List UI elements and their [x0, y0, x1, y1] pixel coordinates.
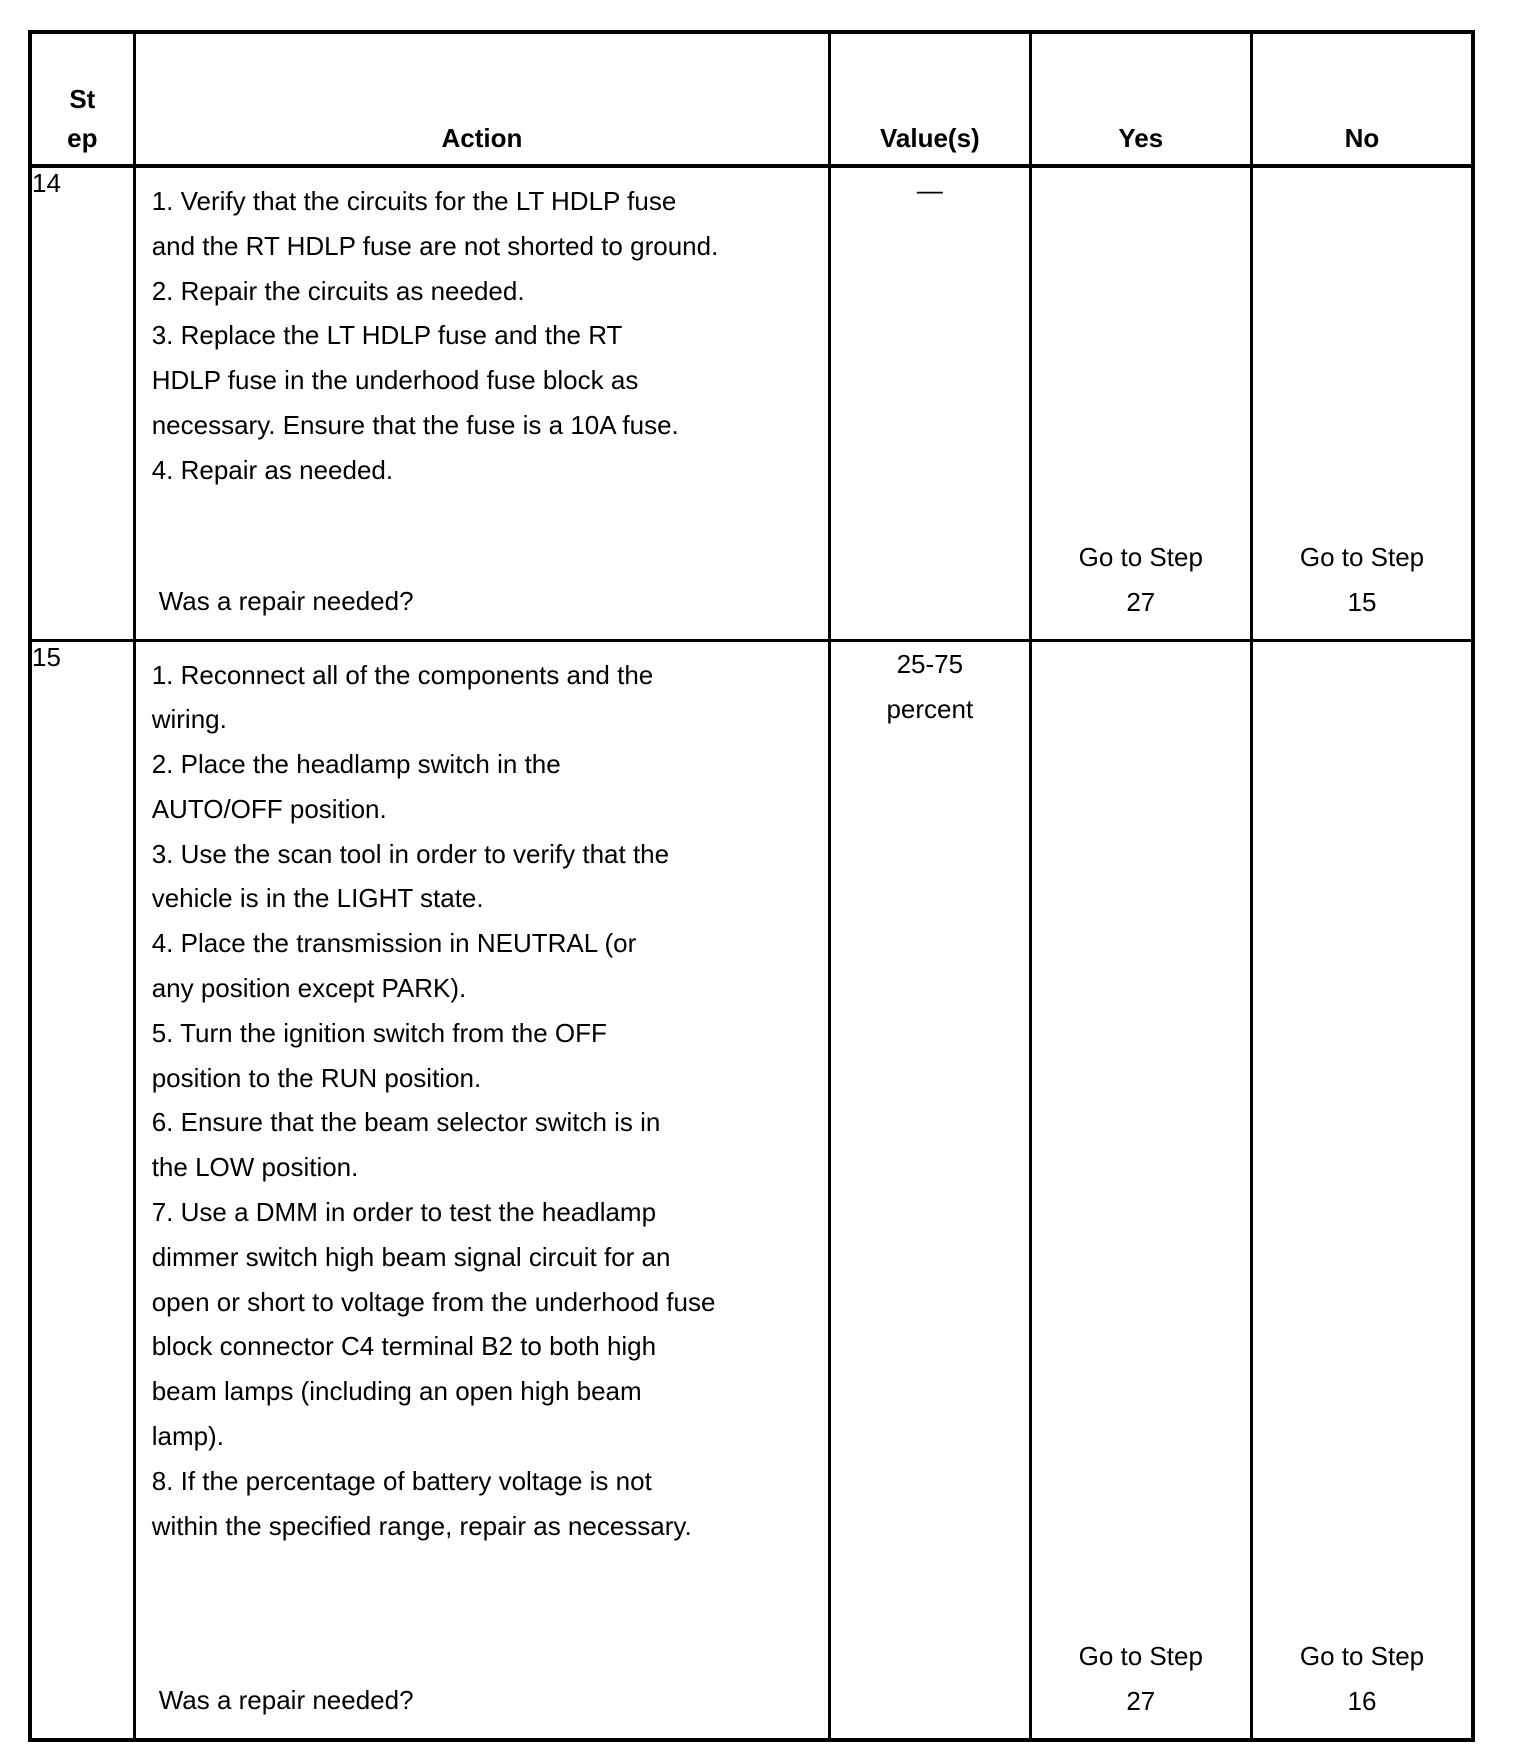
- action-list: [136, 642, 828, 1549]
- action-line: dimmer switch high beam signal circuit for an: [151, 1241, 671, 1272]
- action-line: 8. If the percentage of battery voltage is not: [151, 1465, 652, 1496]
- header-action: Action: [134, 32, 829, 166]
- yes-cell: [1030, 166, 1251, 640]
- header-row: [30, 32, 1473, 166]
- action-line: necessary. Ensure that the fuse is a 10A fuse.: [151, 409, 679, 440]
- action-line: vehicle is in the LIGHT state.: [151, 883, 484, 914]
- action-line: position to the RUN position.: [151, 1062, 482, 1093]
- yes-cell: [1030, 640, 1251, 1740]
- yes-goto-step: 27: [1126, 1686, 1156, 1716]
- table-row: [30, 640, 1473, 1740]
- action-line: and the RT HDLP fuse are not shorted to ground.: [151, 230, 719, 261]
- yes-goto-label: Go to Step: [1078, 541, 1203, 572]
- no-goto-step: 16: [1347, 1686, 1377, 1716]
- action-line: 2. Place the headlamp switch in the: [151, 749, 561, 780]
- header-step-line1: St: [69, 84, 96, 114]
- action-line: 2. Repair the circuits as needed.: [151, 275, 525, 306]
- action-line: 5. Turn the ignition switch from the OFF: [151, 1017, 607, 1048]
- action-question: Was a repair needed?: [158, 1685, 414, 1715]
- value-unit: percent: [886, 693, 974, 724]
- action-line: HDLP fuse in the underhood fuse block as: [151, 365, 639, 396]
- action-line: block connector C4 terminal B2 to both high: [151, 1331, 657, 1362]
- action-line: 1. Reconnect all of the components and the: [151, 659, 654, 690]
- value-text: —: [916, 175, 943, 205]
- yes-goto: [1032, 535, 1250, 625]
- no-goto: [1253, 1634, 1471, 1724]
- yes-goto-step: 27: [1126, 586, 1156, 617]
- header-step-line2: ep: [67, 123, 98, 153]
- action-line: any position except PARK).: [151, 973, 467, 1004]
- step-number: 14: [30, 166, 134, 640]
- action-question: Was a repair needed?: [158, 585, 414, 616]
- action-line: 6. Ensure that the beam selector switch is in: [151, 1107, 661, 1138]
- header-step: [30, 32, 134, 166]
- action-line: 4. Place the transmission in NEUTRAL (or: [151, 928, 637, 959]
- no-goto-label: Go to Step: [1299, 1641, 1425, 1671]
- action-line: wiring.: [151, 704, 227, 735]
- header-yes: Yes: [1030, 32, 1251, 166]
- yes-goto: [1032, 1634, 1250, 1724]
- action-line: 3. Use the scan tool in order to verify that the: [151, 838, 670, 869]
- action-line: beam lamps (including an open high beam: [151, 1376, 642, 1407]
- header-no: No: [1252, 32, 1474, 166]
- action-line: 4. Repair as needed.: [151, 454, 394, 485]
- yes-goto-label: Go to Step: [1078, 1641, 1203, 1671]
- value-cell: [830, 640, 1030, 1740]
- no-goto-label: Go to Step: [1299, 541, 1425, 572]
- header-values: Value(s): [830, 32, 1030, 166]
- action-cell: [134, 640, 829, 1740]
- action-line: 1. Verify that the circuits for the LT HDLP fuse: [151, 186, 677, 216]
- diagnostic-table: [28, 30, 1475, 1742]
- step-number: 15: [30, 640, 134, 1740]
- action-list: [136, 168, 828, 493]
- value-text: 25-75: [896, 648, 964, 679]
- value-cell: [830, 166, 1030, 640]
- table-row: [30, 166, 1473, 640]
- action-line: AUTO/OFF position.: [151, 793, 387, 824]
- action-line: within the specified range, repair as necessary.: [151, 1510, 692, 1541]
- no-goto: [1253, 535, 1471, 625]
- no-cell: [1252, 166, 1474, 640]
- action-line: 7. Use a DMM in order to test the headlamp: [151, 1197, 657, 1228]
- action-line: 3. Replace the LT HDLP fuse and the RT: [151, 320, 623, 351]
- action-line: open or short to voltage from the underhood fuse: [151, 1286, 716, 1317]
- action-line: the LOW position.: [151, 1152, 359, 1183]
- action-line: lamp).: [151, 1421, 224, 1452]
- no-goto-step: 15: [1347, 586, 1377, 617]
- action-cell: [134, 166, 829, 640]
- no-cell: [1252, 640, 1474, 1740]
